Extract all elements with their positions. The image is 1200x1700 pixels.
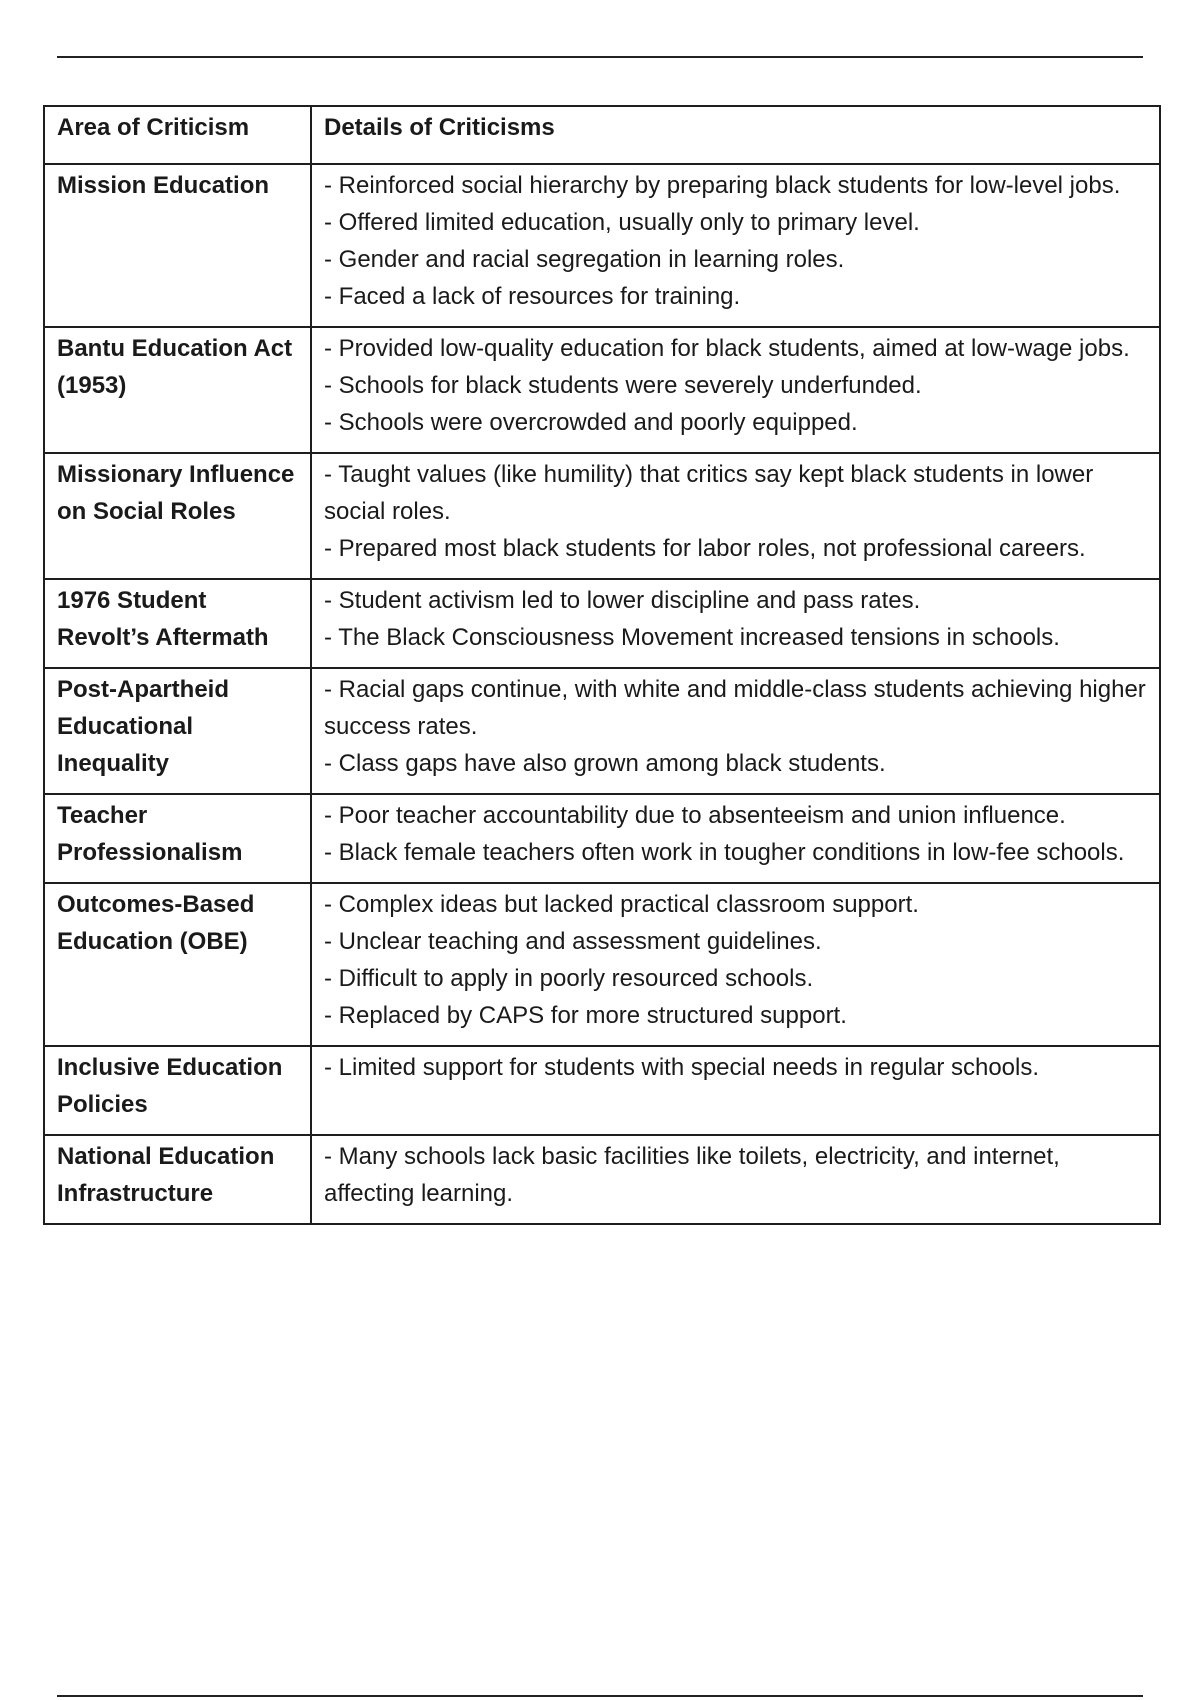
table-header-row	[44, 106, 1160, 164]
detail-item: - Student activism led to lower discipline and pass rates.	[324, 587, 921, 614]
detail-item: - Schools were overcrowded and poorly equipped.	[324, 409, 858, 436]
detail-item: - Provided low-quality education for black students, aimed at low-wage jobs.	[324, 335, 1130, 362]
details-cell	[311, 794, 1160, 883]
detail-item: - Taught values (like humility) that critics say kept black students in lower social roles.	[324, 461, 1094, 525]
detail-item: - Schools for black students were severely underfunded.	[324, 372, 922, 399]
details-cell	[311, 579, 1160, 668]
detail-item: - Limited support for students with special needs in regular schools.	[324, 1054, 1040, 1081]
details-cell	[311, 883, 1160, 1046]
area-cell: 1976 Student Revolt’s Aftermath	[44, 579, 311, 668]
details-cell	[311, 453, 1160, 579]
area-cell: Outcomes-Based Education (OBE)	[44, 883, 311, 1046]
detail-item: - Faced a lack of resources for training.	[324, 283, 741, 310]
header-area: Area of Criticism	[44, 106, 311, 164]
table-row	[44, 327, 1160, 453]
table-row	[44, 579, 1160, 668]
table-row	[44, 1135, 1160, 1224]
detail-item: - Complex ideas but lacked practical classroom support.	[324, 891, 919, 918]
detail-item: - The Black Consciousness Movement increased tensions in schools.	[324, 624, 1060, 651]
table-row	[44, 794, 1160, 883]
area-cell: National Education Infrastructure	[44, 1135, 311, 1224]
area-cell: Bantu Education Act (1953)	[44, 327, 311, 453]
table-row	[44, 453, 1160, 579]
detail-item: - Offered limited education, usually only to primary level.	[324, 209, 920, 236]
table-body	[44, 164, 1160, 1224]
area-cell: Missionary Influence on Social Roles	[44, 453, 311, 579]
details-cell	[311, 668, 1160, 794]
detail-item: - Unclear teaching and assessment guidelines.	[324, 928, 822, 955]
detail-item: - Prepared most black students for labor roles, not professional careers.	[324, 535, 1086, 562]
detail-item: - Poor teacher accountability due to absenteeism and union influence.	[324, 802, 1066, 829]
table-row	[44, 668, 1160, 794]
detail-item: - Difficult to apply in poorly resourced schools.	[324, 965, 814, 992]
header-details: Details of Criticisms	[311, 106, 1160, 164]
detail-item: - Reinforced social hierarchy by preparing black students for low-level jobs.	[324, 172, 1121, 199]
detail-item: - Replaced by CAPS for more structured support.	[324, 1002, 847, 1029]
detail-item: - Racial gaps continue, with white and middle-class students achieving higher success rates.	[324, 676, 1146, 740]
detail-item: - Class gaps have also grown among black students.	[324, 750, 886, 777]
detail-item: - Many schools lack basic facilities like toilets, electricity, and internet, affecting learning.	[324, 1143, 1060, 1207]
area-cell: Teacher Professionalism	[44, 794, 311, 883]
details-cell	[311, 1135, 1160, 1224]
details-cell	[311, 1046, 1160, 1135]
area-cell: Mission Education	[44, 164, 311, 327]
bottom-rule	[57, 1695, 1143, 1697]
top-rule	[57, 56, 1143, 58]
area-cell: Inclusive Education Policies	[44, 1046, 311, 1135]
criticism-table	[43, 105, 1161, 1225]
detail-item: - Gender and racial segregation in learning roles.	[324, 246, 845, 273]
details-cell	[311, 164, 1160, 327]
details-cell	[311, 327, 1160, 453]
table-row	[44, 164, 1160, 327]
detail-item: - Black female teachers often work in tougher conditions in low-fee schools.	[324, 839, 1125, 866]
table-row	[44, 883, 1160, 1046]
table-row	[44, 1046, 1160, 1135]
area-cell: Post-Apartheid Educational Inequality	[44, 668, 311, 794]
